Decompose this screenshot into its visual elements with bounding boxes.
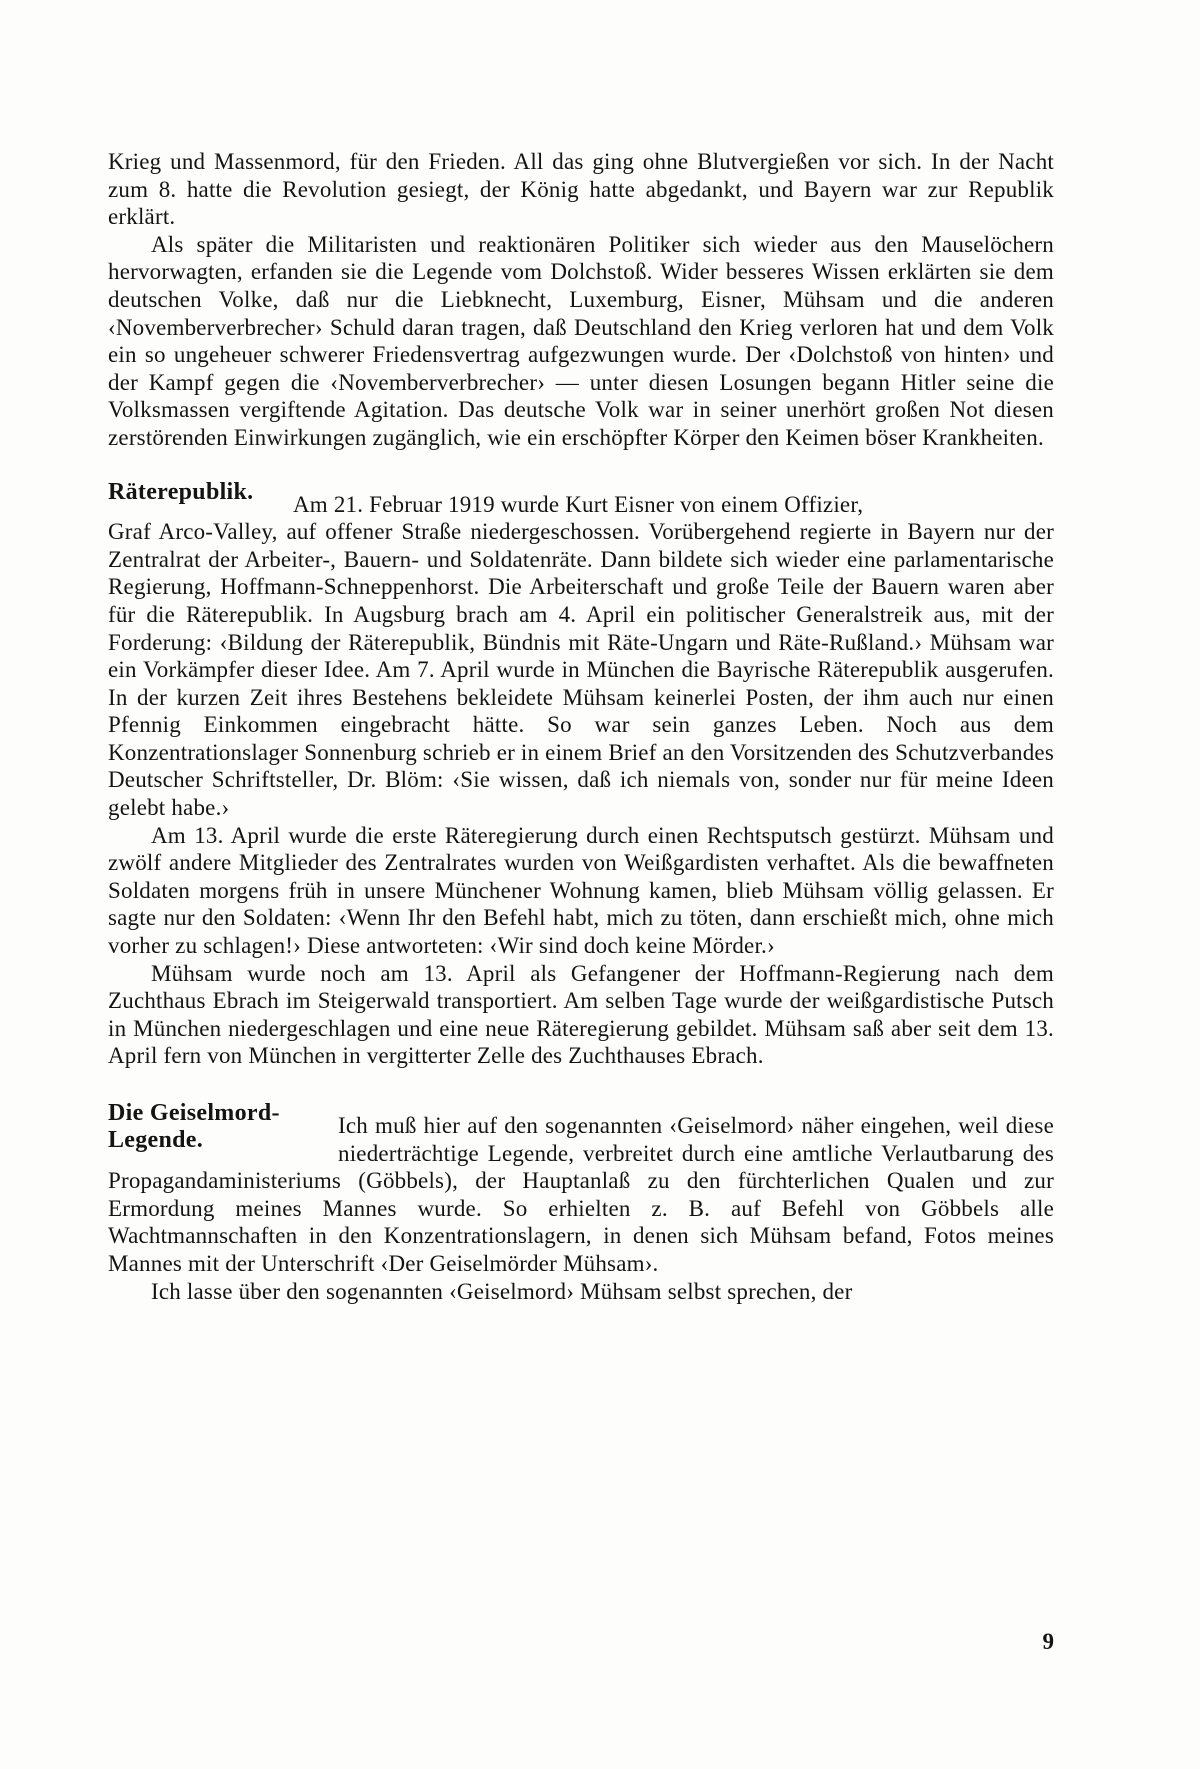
text-column	[108, 148, 1054, 1305]
raeterepublik-paragraph-2: Am 13. April wurde die erste Räteregierung durch einen Rechtsputsch gestürzt. Mühsam und zwölf andere Mitglieder des Zentralrates wurden von Weißgardisten verhaftet. Als die bewaffneten Soldaten morgens früh in unsere Münchener Wohnung kamen, blieb Mühsam völlig gelassen. Er sagte nur den Soldaten: ‹Wenn Ihr den Befehl habt, mich zu töten, dann erschießt mich, ohne mich vorher zu schlagen!› Diese antworteten: ‹Wir sind doch keine Mörder.›	[108, 822, 1054, 959]
section-heading-raeterepublik: Räterepublik.	[108, 478, 254, 505]
geiselmord-paragraph-1: Ich muß hier auf den sogenannten ‹Geiselmord› näher eingehen, weil diese niederträchtige Legende, verbreitet durch eine amtliche Verlautbarung des Propagandaministeriums (Göbbels), der Hauptanlaß zu den fürchterlichen Qualen und zur Ermordung meines Mannes wurde. So erhielten z. B. auf Befehl von Göbbels alle Wachtmannschaften in den Konzentrationslagern, in denen sich Mühsam befand, Fotos meines Mannes mit der Unterschrift ‹Der Geiselmörder Mühsam›.	[108, 1113, 1054, 1276]
section-heading-geiselmord: Die Geiselmord-Legende.	[108, 1100, 280, 1153]
geiselmord-paragraph-2: Ich lasse über den sogenannten ‹Geiselmord› Mühsam selbst sprechen, der	[151, 1278, 853, 1304]
page-number: 9	[1042, 1629, 1054, 1654]
raeterepublik-paragraph-1-first-line: Am 21. Februar 1919 wurde Kurt Eisner von einem Offizier,	[293, 491, 864, 517]
raeterepublik-paragraph-3: Mühsam wurde noch am 13. April als Gefangener der Hoffmann-Regierung nach dem Zuchthaus Ebrach im Steigerwald transportiert. Am selben Tage wurde der weißgardistische Putsch in München niedergeschlagen und eine neue Räteregierung gebildet. Mühsam saß aber seit dem 13. April fern von München in vergitterter Zelle des Zuchthauses Ebrach.	[108, 960, 1054, 1069]
section-geiselmord	[108, 1100, 1054, 1305]
intro-paragraph-2: Als später die Militaristen und reaktionären Politiker sich wieder aus den Mauselöchern hervorwagten, erfanden sie die Legende vom Dolchstoß. Wider besseres Wissen erklärten sie dem deutschen Volke, daß nur die Liebknecht, Luxemburg, Eisner, Mühsam und die anderen ‹Novemberverbrecher› Schuld daran tragen, daß Deutschland den Krieg verloren hat und dem Volk ein so ungeheuer schwerer Friedensvertrag aufgezwungen wurde. Der ‹Dolchstoß von hinten› und der Kampf gegen die ‹Novemberverbrecher› — unter diesen Losungen begann Hitler seine die Volksmassen vergiftende Agitation. Das deutsche Volk war in seiner unerhört großen Not diesen zerstörenden Einwirkungen zugänglich, wie ein erschöpfter Körper den Keimen böser Krankheiten.	[108, 231, 1054, 450]
intro-paragraph-1: Krieg und Massenmord, für den Frieden. All das ging ohne Blutvergießen vor sich. In der Nacht zum 8. hatte die Revolution gesiegt, der König hatte abgedankt, und Bayern war zur Republik erklärt.	[108, 149, 1054, 230]
section-raeterepublik	[108, 478, 1054, 1070]
raeterepublik-paragraph-1: Graf Arco-Valley, auf offener Straße niedergeschossen. Vorübergehend regierte in Bayern nur der Zentralrat der Arbeiter-, Bauern- und Soldatenräte. Dann bildete sich wieder eine parlamentarische Regierung, Hoffmann-Schneppenhorst. Die Arbeiterschaft und große Teile der Bauern waren aber für die Räterepublik. In Augsburg brach am 4. April ein politischer Generalstreik aus, mit der Forderung: ‹Bildung der Räterepublik, Bündnis mit Räte-Ungarn und Räte-Rußland.› Mühsam war ein Vorkämpfer dieser Idee. Am 7. April wurde in München die Bayrische Räterepublik ausgerufen. In der kurzen Zeit ihres Bestehens bekleidete Mühsam keinerlei Posten, der ihm auch nur einen Pfennig Einkommen eingebracht hätte. So war sein ganzes Leben. Noch aus dem Konzentrationslager Sonnenburg schrieb er in einem Brief an den Vorsitzenden des Schutzverbandes Deutscher Schriftsteller, Dr. Blöm: ‹Sie wissen, daß ich niemals von, sonder nur für meine Ideen gelebt habe.›	[108, 519, 1054, 821]
